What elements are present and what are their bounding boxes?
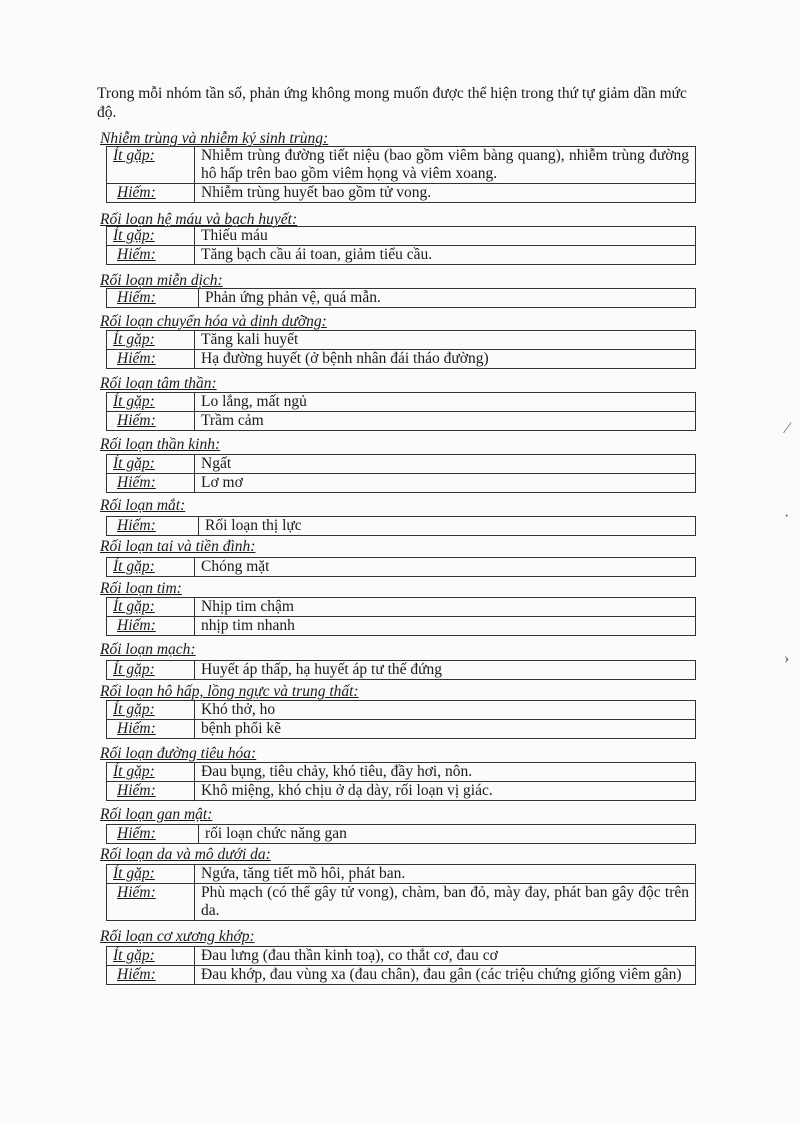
group-title: Rối loạn thần kinh: — [100, 436, 221, 453]
adverse-reaction-table — [106, 392, 696, 431]
reaction-description: Đau bụng, tiêu chảy, khó tiêu, đầy hơi, nôn. — [195, 763, 696, 782]
reaction-description: Khô miệng, khó chịu ở dạ dày, rối loạn vị giác. — [195, 782, 696, 801]
adverse-reaction-table — [106, 330, 696, 369]
reaction-description: Nhiễm trùng đường tiết niệu (bao gồm viêm bàng quang), nhiễm trùng đường hô hấp trên bao gồm viêm họng và viêm xoang. — [195, 147, 696, 184]
frequency-label: Hiếm: — [107, 289, 199, 308]
frequency-label: Ít gặp: — [107, 227, 195, 246]
adverse-reaction-table — [106, 288, 696, 308]
table-row — [107, 350, 696, 369]
frequency-label: Hiếm: — [107, 617, 195, 636]
adverse-reaction-table — [106, 762, 696, 801]
intro-paragraph: Trong mỗi nhóm tần số, phản ứng không mong muốn được thể hiện trong thứ tự giảm dần mức độ. — [97, 85, 687, 121]
frequency-label: Hiếm: — [107, 184, 195, 203]
adverse-reaction-table — [106, 864, 696, 921]
reaction-description: Lo lắng, mất ngủ — [195, 393, 696, 412]
adverse-reaction-table — [106, 700, 696, 739]
table-row — [107, 147, 696, 184]
adverse-reaction-table — [106, 226, 696, 265]
reaction-description: Chóng mặt — [195, 558, 696, 577]
reaction-description: Trầm cảm — [195, 412, 696, 431]
table-row — [107, 227, 696, 246]
reaction-description: Nhịp tim chậm — [195, 598, 696, 617]
frequency-label: Ít gặp: — [107, 763, 195, 782]
frequency-label: Hiếm: — [107, 350, 195, 369]
frequency-label: Hiếm: — [107, 517, 199, 536]
group-title: Nhiễm trùng và nhiễm ký sinh trùng: — [100, 130, 329, 147]
table-row — [107, 517, 696, 536]
table-row — [107, 412, 696, 431]
frequency-label: Hiếm: — [107, 246, 195, 265]
adverse-reaction-table — [106, 824, 696, 844]
reaction-description: Ngứa, tăng tiết mồ hôi, phát ban. — [195, 865, 696, 884]
group-title: Rối loạn tai và tiền đình: — [100, 538, 256, 555]
group-title: Rối loạn tim: — [100, 580, 182, 597]
frequency-label: Hiếm: — [107, 412, 195, 431]
group-title: Rối loạn gan mật: — [100, 806, 213, 823]
frequency-label: Ít gặp: — [107, 661, 195, 680]
group-title: Rối loạn cơ xương khớp: — [100, 928, 255, 945]
frequency-label: Hiếm: — [107, 966, 195, 985]
table-row — [107, 782, 696, 801]
scan-artifact: ⁄ — [786, 420, 789, 437]
table-row — [107, 763, 696, 782]
scan-artifact: › — [784, 650, 790, 667]
table-row — [107, 184, 696, 203]
adverse-reaction-table — [106, 454, 696, 493]
frequency-label: Ít gặp: — [107, 147, 195, 184]
table-row — [107, 884, 696, 921]
adverse-reaction-table — [106, 597, 696, 636]
table-row — [107, 598, 696, 617]
reaction-description: Lơ mơ — [195, 474, 696, 493]
reaction-description: nhịp tim nhanh — [195, 617, 696, 636]
frequency-label: Ít gặp: — [107, 558, 195, 577]
frequency-label: Hiếm: — [107, 720, 195, 739]
reaction-description: Phản ứng phản vệ, quá mẫn. — [199, 289, 696, 308]
frequency-label: Ít gặp: — [107, 393, 195, 412]
table-row — [107, 393, 696, 412]
adverse-reaction-table — [106, 146, 696, 203]
group-title: Rối loạn hô hấp, lồng ngực và trung thất: — [100, 683, 359, 700]
table-row — [107, 617, 696, 636]
group-title: Rối loạn chuyển hóa và dinh dưỡng: — [100, 313, 327, 330]
frequency-label: Ít gặp: — [107, 455, 195, 474]
frequency-label: Ít gặp: — [107, 865, 195, 884]
table-row — [107, 246, 696, 265]
reaction-description: Tăng bạch cầu ái toan, giảm tiểu cầu. — [195, 246, 696, 265]
reaction-description: Ngất — [195, 455, 696, 474]
table-row — [107, 289, 696, 308]
frequency-label: Ít gặp: — [107, 598, 195, 617]
table-row — [107, 947, 696, 966]
group-title: Rối loạn mạch: — [100, 641, 196, 658]
scan-artifact: · — [784, 508, 790, 525]
reaction-description: Huyết áp thấp, hạ huyết áp tư thế đứng — [195, 661, 696, 680]
table-row — [107, 720, 696, 739]
adverse-reaction-table — [106, 946, 696, 985]
reaction-description: Đau khớp, đau vùng xa (đau chân), đau gân (các triệu chứng giống viêm gân) — [195, 966, 696, 985]
frequency-label: Hiếm: — [107, 825, 199, 844]
reaction-description: Rối loạn thị lực — [199, 517, 696, 536]
reaction-description: bệnh phổi kẽ — [195, 720, 696, 739]
table-row — [107, 661, 696, 680]
adverse-reaction-table — [106, 557, 696, 577]
table-row — [107, 558, 696, 577]
frequency-label: Hiếm: — [107, 884, 195, 921]
reaction-description: Nhiễm trùng huyết bao gồm tử vong. — [195, 184, 696, 203]
reaction-description: Đau lưng (đau thần kinh toạ), co thắt cơ, đau cơ — [195, 947, 696, 966]
group-title: Rối loạn tâm thần: — [100, 375, 217, 392]
group-title: Rối loạn đường tiêu hóa: — [100, 745, 257, 762]
reaction-description: Hạ đường huyết (ở bệnh nhân đái tháo đường) — [195, 350, 696, 369]
group-title: Rối loạn mắt: — [100, 497, 186, 514]
reaction-description: rối loạn chức năng gan — [199, 825, 696, 844]
group-title: Rối loạn hệ máu và bạch huyết: — [100, 211, 298, 228]
table-row — [107, 455, 696, 474]
frequency-label: Hiếm: — [107, 782, 195, 801]
reaction-description: Khó thở, ho — [195, 701, 696, 720]
table-row — [107, 331, 696, 350]
reaction-description: Thiếu máu — [195, 227, 696, 246]
table-row — [107, 474, 696, 493]
table-row — [107, 701, 696, 720]
group-title: Rối loạn da và mô dưới da: — [100, 846, 271, 863]
table-row — [107, 966, 696, 985]
table-row — [107, 865, 696, 884]
reaction-description: Phù mạch (có thể gây tử vong), chàm, ban đỏ, mày đay, phát ban gây độc trên da. — [195, 884, 696, 921]
frequency-label: Ít gặp: — [107, 331, 195, 350]
adverse-reaction-table — [106, 660, 696, 680]
table-row — [107, 825, 696, 844]
group-title: Rối loạn miễn dịch: — [100, 272, 223, 289]
frequency-label: Ít gặp: — [107, 701, 195, 720]
frequency-label: Hiếm: — [107, 474, 195, 493]
frequency-label: Ít gặp: — [107, 947, 195, 966]
adverse-reaction-table — [106, 516, 696, 536]
reaction-description: Tăng kali huyết — [195, 331, 696, 350]
